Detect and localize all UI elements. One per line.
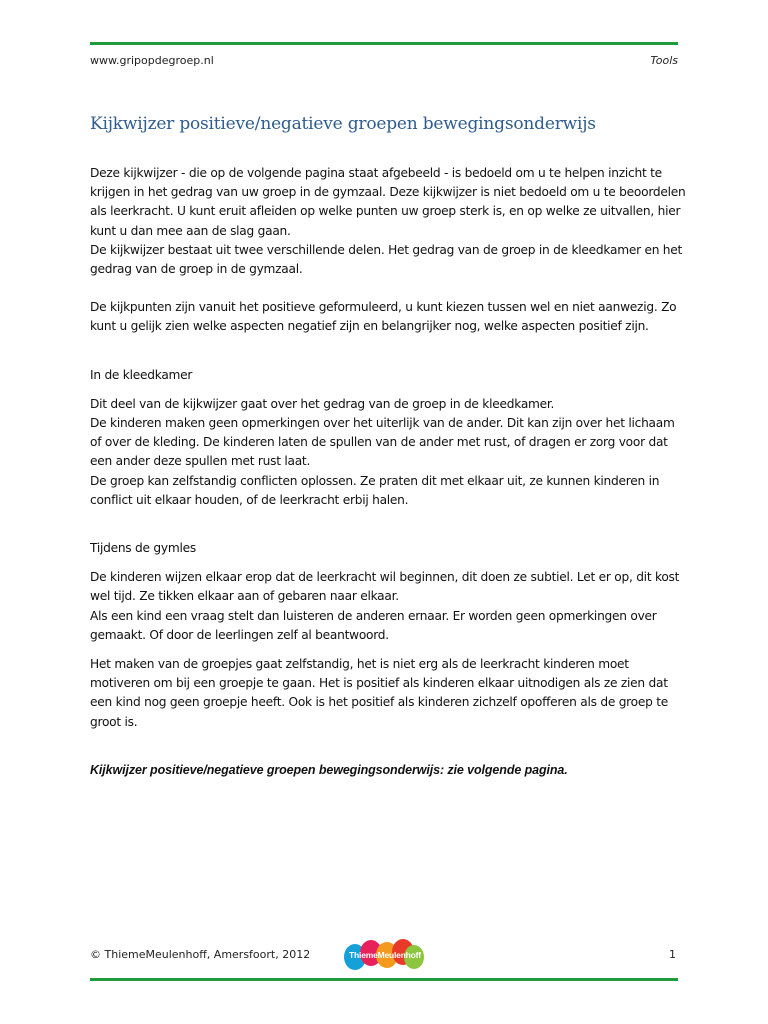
text-line: een ander deze spullen met rust laat. [90,454,311,469]
footer-rule [90,978,678,981]
text-line: of over de kleding. De kinderen laten de spullen van de ander met rust, of dragen er zorg voor dat [90,435,668,450]
gymles-paragraph-1 [90,568,682,645]
header-rule [90,42,678,45]
section-label: Tools [650,54,678,67]
text-line: als leerkracht. U kunt eruit afleiden op welke punten uw groep sterk is, en op welke ze uitvallen, hier [90,204,681,219]
text-line: kunt u dan mee aan de slag gaan. [90,223,291,238]
text-line: Als een kind een vraag stelt dan luisteren de anderen ernaar. Er worden geen opmerkingen over [90,608,657,623]
text-line: gedrag van de groep in de gymzaal. [90,262,303,277]
text-line: De kijkpunten zijn vanuit het positieve geformuleerd, u kunt kiezen tussen wel en niet aanwezig. Zo [90,300,677,315]
kleedkamer-paragraph [90,395,682,510]
text-line: groot is. [90,714,138,729]
text-line: De groep kan zelfstandig conflicten oplossen. Ze praten dit met elkaar uit, ze kunnen kinderen in [90,473,660,488]
text-line: motiveren om bij een groepje te gaan. Het is positief als kinderen elkaar uitnodigen als ze zien dat [90,676,668,691]
text-line: wel tijd. Ze tikken elkaar aan of gebaren naar elkaar. [90,589,399,604]
text-line: De kinderen wijzen elkaar erop dat de leerkracht wil beginnen, dit doen ze subtiel. Let er op, dit kost [90,570,680,585]
gymles-paragraph-2 [90,655,682,732]
text-line: krijgen in het gedrag van uw groep in de gymzaal. Deze kijkwijzer is niet bedoeld om u te beoordelen [90,185,686,200]
text-line: een kind nog geen groepje heeft. Ook is het positief als kinderen zichzelf opofferen als de groep te [90,695,669,710]
document-body [90,164,686,780]
text-line: kunt u gelijk zien welke aspecten negatief zijn en belangrijker nog, welke aspecten positief zijn. [90,319,649,334]
page-header [90,54,678,67]
text-line: Deze kijkwijzer - die op de volgende pagina staat afgebeeld - is bedoeld om u te helpen inzicht te [90,166,662,180]
section-heading-gymles: Tijdens de gymles [90,541,196,556]
text-line: conflict uit elkaar houden, of de leerkracht erbij halen. [90,492,409,507]
publisher-logo [342,938,426,972]
website-url[interactable]: www.gripopdegroep.nl [90,54,214,67]
closing-note: Kijkwijzer positieve/negatieve groepen bewegingsonderwijs: zie volgende pagina. [90,762,568,777]
section-heading-kleedkamer: In de kleedkamer [90,367,193,382]
logo-wordmark: ThiemeMeulenhoff [349,950,421,960]
text-line: Dit deel van de kijkwijzer gaat over het gedrag van de groep in de kleedkamer. [90,396,555,411]
intro-paragraph-2 [90,298,682,336]
intro-paragraph-1 [90,164,686,279]
copyright-text: © ThiemeMeulenhoff, Amersfoort, 2012 [90,948,311,961]
text-line: Het maken van de groepjes gaat zelfstandig, het is niet erg als de leerkracht kinderen moet [90,657,629,672]
text-line: De kinderen maken geen opmerkingen over het uiterlijk van de ander. Dit kan zijn over het lichaam [90,416,675,431]
text-line: De kijkwijzer bestaat uit twee verschillende delen. Het gedrag van de groep in de kleedkamer en het [90,242,683,257]
text-line: gemaakt. Of door de leerlingen zelf al beantwoord. [90,627,389,642]
page-number: 1 [669,948,676,961]
page-title: Kijkwijzer positieve/negatieve groepen bewegingsonderwijs [90,114,596,134]
